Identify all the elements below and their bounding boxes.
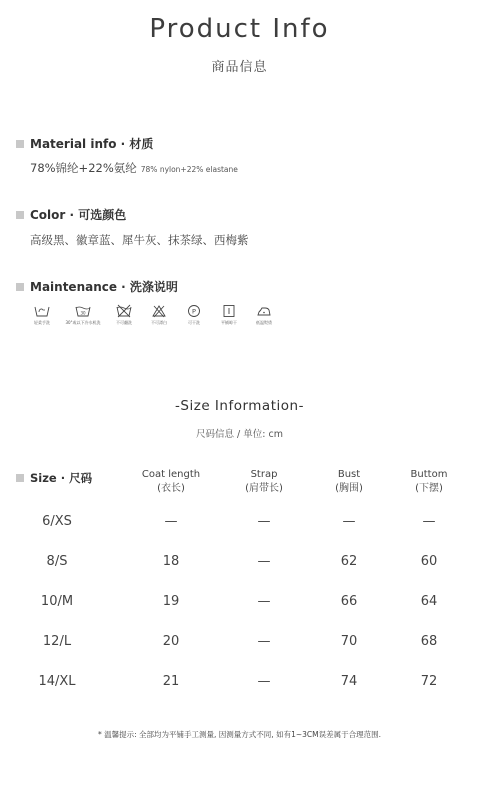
maintenance-heading-text: Maintenance · 洗涤说明 — [30, 280, 178, 294]
size-table-label-text: Size · 尺码 — [30, 471, 93, 485]
table-cell: 70 — [340, 634, 358, 649]
flat-dry-icon — [221, 304, 237, 318]
table-cell: 20 — [162, 634, 180, 649]
care-item: 不可翻洗 — [110, 304, 138, 326]
bullet-square-icon — [16, 140, 24, 148]
measurement-note: * 温馨提示: 全部均为平铺手工测量, 因测量方式不同, 如有1~3CM误差属于合理范围. — [98, 730, 381, 739]
material-heading-text: Material info · 材质 — [30, 137, 154, 151]
no-tumble-dry-icon — [116, 304, 132, 318]
column-header-bust: Bust (胸围) — [335, 469, 363, 494]
size-title: -Size Information- — [175, 398, 304, 414]
machine-wash-30-icon — [75, 304, 91, 318]
table-cell: — — [422, 514, 436, 529]
table-cell: 60 — [420, 554, 438, 569]
table-cell: — — [164, 514, 178, 529]
care-item: 30 30°或以下冷水机洗 — [63, 304, 103, 326]
column-header-coat-length: Coat length (衣长) — [141, 469, 201, 494]
table-cell: — — [257, 514, 271, 529]
care-item: 平铺晾干 — [215, 304, 243, 326]
bullet-square-icon — [16, 211, 24, 219]
table-cell: — — [342, 514, 356, 529]
material-value — [30, 160, 238, 176]
material-heading — [16, 135, 153, 152]
size-row-label: 12/L — [42, 634, 72, 649]
table-cell: 19 — [162, 594, 180, 609]
color-heading-text: Color · 可选颜色 — [30, 208, 127, 222]
color-value: 高级黑、徽章蓝、犀牛灰、抹茶绿、西梅紫 — [30, 233, 249, 247]
care-item: 低温熨烫 — [250, 304, 278, 326]
table-cell: 21 — [162, 674, 180, 689]
table-cell: 62 — [340, 554, 358, 569]
size-subtitle: 尺码信息 / 单位: cm — [196, 429, 283, 440]
low-iron-icon — [256, 304, 272, 318]
color-heading — [16, 206, 126, 223]
material-value-cn: 78%锦纶+22%氨纶 — [30, 161, 137, 175]
size-row-label: 6/XS — [42, 514, 72, 529]
table-cell: 72 — [420, 674, 438, 689]
material-value-en: 78% nylon+22% elastane — [140, 165, 238, 174]
table-cell: 18 — [162, 554, 180, 569]
size-row-label: 14/XL — [38, 674, 76, 689]
column-header-buttom: Buttom (下摆) — [410, 469, 448, 494]
svg-text:P: P — [192, 307, 196, 316]
care-icons — [28, 304, 278, 326]
page-title: Product Info — [149, 14, 330, 44]
bullet-square-icon — [16, 283, 24, 291]
page-subtitle: 商品信息 — [211, 60, 268, 75]
care-item: P 可干洗 — [180, 304, 208, 326]
size-table-label — [16, 470, 92, 486]
table-cell: 66 — [340, 594, 358, 609]
bullet-square-icon — [16, 474, 24, 482]
table-cell: — — [257, 554, 271, 569]
table-cell: 68 — [420, 634, 438, 649]
care-item: 轻柔手洗 — [28, 304, 56, 326]
table-cell: — — [257, 594, 271, 609]
hand-wash-icon — [34, 304, 50, 318]
size-row-label: 8/S — [46, 554, 68, 569]
table-cell: — — [257, 634, 271, 649]
table-cell: 64 — [420, 594, 438, 609]
size-row-label: 10/M — [40, 594, 74, 609]
svg-text:30: 30 — [80, 310, 86, 316]
table-cell: — — [257, 674, 271, 689]
dry-clean-p-icon — [186, 304, 202, 318]
table-cell: 74 — [340, 674, 358, 689]
maintenance-heading — [16, 278, 178, 295]
no-bleach-icon — [151, 304, 167, 318]
care-item: 不可漂白 — [145, 304, 173, 326]
column-header-strap: Strap (肩带长) — [245, 469, 283, 494]
